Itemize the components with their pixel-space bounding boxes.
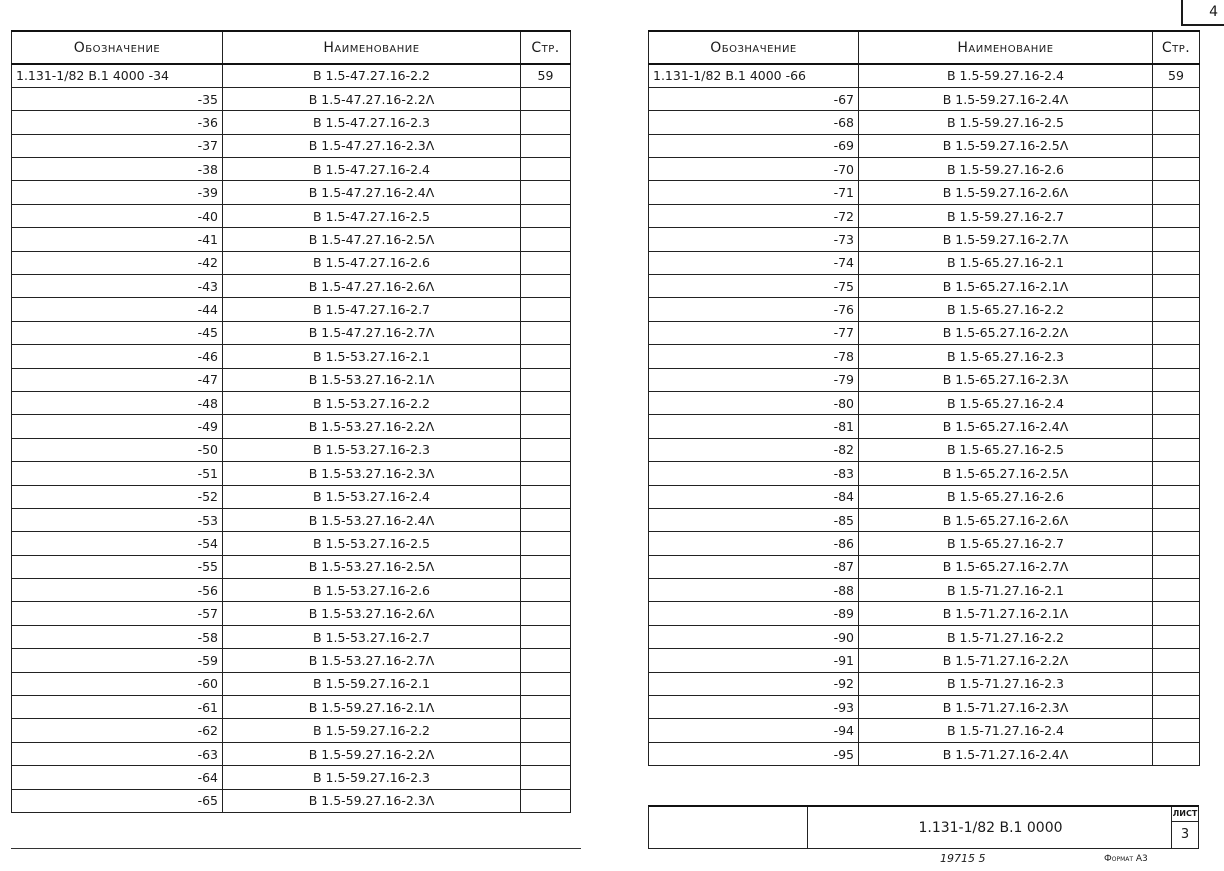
table-row	[649, 345, 1200, 368]
page-cell: 59	[521, 64, 571, 87]
designation-cell: -61	[12, 696, 223, 719]
designation-cell: -80	[649, 391, 859, 414]
designation-cell: -94	[649, 719, 859, 742]
table-row	[649, 298, 1200, 321]
page-cell	[1153, 158, 1200, 181]
table-row	[649, 696, 1200, 719]
designation-cell: -71	[649, 181, 859, 204]
table-row	[649, 275, 1200, 298]
designation-cell: -65	[12, 789, 223, 812]
table-row	[12, 134, 571, 157]
designation-cell: -52	[12, 485, 223, 508]
name-cell: В 1.5-53.27.16-2.3Λ	[223, 462, 521, 485]
page-cell	[521, 275, 571, 298]
table-row	[649, 321, 1200, 344]
name-cell: В 1.5-71.27.16-2.1	[859, 579, 1153, 602]
page-cell	[1153, 181, 1200, 204]
designation-cell: -53	[12, 508, 223, 531]
name-cell: В 1.5-59.27.16-2.3	[223, 766, 521, 789]
designation-cell: -64	[12, 766, 223, 789]
name-cell: В 1.5-65.27.16-2.1	[859, 251, 1153, 274]
designation-cell: -39	[12, 181, 223, 204]
footer-format: Формат А3	[1104, 854, 1148, 864]
page-cell	[521, 742, 571, 765]
designation-cell: -56	[12, 579, 223, 602]
page-cell	[521, 766, 571, 789]
name-cell: В 1.5-71.27.16-2.2	[859, 625, 1153, 648]
page-cell	[521, 298, 571, 321]
designation-cell: -62	[12, 719, 223, 742]
name-cell: В 1.5-65.27.16-2.3Λ	[859, 368, 1153, 391]
page-cell	[521, 555, 571, 578]
table-row	[649, 508, 1200, 531]
left-spec-table	[11, 30, 571, 813]
designation-cell: -46	[12, 345, 223, 368]
page-cell	[1153, 368, 1200, 391]
corner-page-number: 4	[1181, 0, 1224, 26]
page-cell	[521, 438, 571, 461]
page-cell	[1153, 602, 1200, 625]
document-code: 1.131-1/82 В.1 0000	[807, 807, 1173, 849]
name-cell: В 1.5-47.27.16-2.7	[223, 298, 521, 321]
sheet-box	[1171, 807, 1198, 849]
table-row	[649, 649, 1200, 672]
name-cell: В 1.5-53.27.16-2.3	[223, 438, 521, 461]
designation-cell: -90	[649, 625, 859, 648]
name-cell: В 1.5-59.27.16-2.2	[223, 719, 521, 742]
page-cell	[521, 204, 571, 227]
name-cell: В 1.5-59.27.16-2.1Λ	[223, 696, 521, 719]
table-row	[12, 111, 571, 134]
header-page: Стр.	[521, 31, 571, 64]
name-cell: В 1.5-47.27.16-2.3Λ	[223, 134, 521, 157]
name-cell: В 1.5-53.27.16-2.7	[223, 625, 521, 648]
table-row	[12, 228, 571, 251]
page-cell	[521, 672, 571, 695]
table-row	[649, 742, 1200, 765]
page-cell	[1153, 391, 1200, 414]
name-cell: В 1.5-47.27.16-2.5Λ	[223, 228, 521, 251]
designation-cell: -51	[12, 462, 223, 485]
table-row	[12, 579, 571, 602]
table-row	[12, 672, 571, 695]
page-cell	[1153, 625, 1200, 648]
name-cell: В 1.5-47.27.16-2.6	[223, 251, 521, 274]
table-row	[649, 111, 1200, 134]
designation-cell: 1.131-1/82 В.1 4000 -34	[12, 64, 223, 87]
designation-cell: -84	[649, 485, 859, 508]
name-cell: В 1.5-71.27.16-2.3Λ	[859, 696, 1153, 719]
name-cell: В 1.5-47.27.16-2.5	[223, 204, 521, 227]
designation-cell: -35	[12, 87, 223, 110]
page-cell	[521, 345, 571, 368]
designation-cell: -44	[12, 298, 223, 321]
page-cell	[1153, 321, 1200, 344]
page-cell	[521, 368, 571, 391]
name-cell: В 1.5-59.27.16-2.4	[859, 64, 1153, 87]
name-cell: В 1.5-59.27.16-2.4Λ	[859, 87, 1153, 110]
table-row	[12, 415, 571, 438]
header-designation: Обозначение	[649, 31, 859, 64]
page-cell: 59	[1153, 64, 1200, 87]
table-row	[12, 321, 571, 344]
table-row	[649, 158, 1200, 181]
table-row	[12, 696, 571, 719]
table-row	[649, 579, 1200, 602]
designation-cell: 1.131-1/82 В.1 4000 -66	[649, 64, 859, 87]
designation-cell: -86	[649, 532, 859, 555]
designation-cell: -45	[12, 321, 223, 344]
page-cell	[521, 321, 571, 344]
table-row	[649, 368, 1200, 391]
page-cell	[1153, 579, 1200, 602]
designation-cell: -38	[12, 158, 223, 181]
page-cell	[1153, 134, 1200, 157]
page-cell	[1153, 742, 1200, 765]
designation-cell: -60	[12, 672, 223, 695]
designation-cell: -78	[649, 345, 859, 368]
title-block-stamp	[648, 805, 1199, 849]
name-cell: В 1.5-47.27.16-2.3	[223, 111, 521, 134]
name-cell: В 1.5-53.27.16-2.6	[223, 579, 521, 602]
table-row	[12, 789, 571, 812]
page-cell	[1153, 719, 1200, 742]
designation-cell: -48	[12, 391, 223, 414]
name-cell: В 1.5-65.27.16-2.4	[859, 391, 1153, 414]
name-cell: В 1.5-65.27.16-2.7Λ	[859, 555, 1153, 578]
designation-cell: -54	[12, 532, 223, 555]
page-cell	[1153, 485, 1200, 508]
page-cell	[1153, 696, 1200, 719]
page-cell	[521, 602, 571, 625]
table-row	[12, 625, 571, 648]
name-cell: В 1.5-53.27.16-2.4	[223, 485, 521, 508]
name-cell: В 1.5-59.27.16-2.1	[223, 672, 521, 695]
table-row	[649, 532, 1200, 555]
designation-cell: -82	[649, 438, 859, 461]
table-row	[649, 485, 1200, 508]
name-cell: В 1.5-59.27.16-2.6Λ	[859, 181, 1153, 204]
designation-cell: -74	[649, 251, 859, 274]
page-cell	[521, 87, 571, 110]
name-cell: В 1.5-65.27.16-2.3	[859, 345, 1153, 368]
name-cell: В 1.5-65.27.16-2.2	[859, 298, 1153, 321]
designation-cell: -85	[649, 508, 859, 531]
table-row	[649, 134, 1200, 157]
page-cell	[521, 696, 571, 719]
name-cell: В 1.5-71.27.16-2.4	[859, 719, 1153, 742]
name-cell: В 1.5-53.27.16-2.1Λ	[223, 368, 521, 391]
table-row	[12, 555, 571, 578]
designation-cell: -47	[12, 368, 223, 391]
name-cell: В 1.5-65.27.16-2.6Λ	[859, 508, 1153, 531]
designation-cell: -59	[12, 649, 223, 672]
page-cell	[1153, 228, 1200, 251]
name-cell: В 1.5-59.27.16-2.6	[859, 158, 1153, 181]
designation-cell: -88	[649, 579, 859, 602]
table-row	[12, 204, 571, 227]
page-cell	[521, 134, 571, 157]
page-cell	[1153, 275, 1200, 298]
table-row	[12, 602, 571, 625]
right-spec-table	[648, 30, 1200, 766]
page-cell	[1153, 415, 1200, 438]
name-cell: В 1.5-47.27.16-2.2Λ	[223, 87, 521, 110]
table-row	[12, 462, 571, 485]
designation-cell: -92	[649, 672, 859, 695]
designation-cell: -76	[649, 298, 859, 321]
designation-cell: -42	[12, 251, 223, 274]
page-cell	[1153, 462, 1200, 485]
designation-cell: -87	[649, 555, 859, 578]
name-cell: В 1.5-65.27.16-2.5	[859, 438, 1153, 461]
page-cell	[1153, 438, 1200, 461]
table-row	[12, 719, 571, 742]
table-row	[649, 181, 1200, 204]
table-row	[649, 625, 1200, 648]
name-cell: В 1.5-59.27.16-2.5	[859, 111, 1153, 134]
table-row	[12, 438, 571, 461]
name-cell: В 1.5-59.27.16-2.2Λ	[223, 742, 521, 765]
name-cell: В 1.5-65.27.16-2.1Λ	[859, 275, 1153, 298]
header-name: Наименование	[859, 31, 1153, 64]
page-cell	[521, 111, 571, 134]
page-cell	[521, 228, 571, 251]
page-cell	[1153, 672, 1200, 695]
page-cell	[521, 181, 571, 204]
page-cell	[1153, 111, 1200, 134]
table-row	[649, 204, 1200, 227]
designation-cell: -67	[649, 87, 859, 110]
table-row	[12, 368, 571, 391]
sheet-label: ЛИСТ	[1172, 807, 1198, 822]
page-cell	[521, 649, 571, 672]
page-cell	[521, 789, 571, 812]
page-cell	[521, 625, 571, 648]
name-cell: В 1.5-71.27.16-2.2Λ	[859, 649, 1153, 672]
name-cell: В 1.5-53.27.16-2.7Λ	[223, 649, 521, 672]
name-cell: В 1.5-47.27.16-2.2	[223, 64, 521, 87]
designation-cell: -68	[649, 111, 859, 134]
designation-cell: -95	[649, 742, 859, 765]
table-row	[649, 462, 1200, 485]
table-row	[649, 672, 1200, 695]
page-cell	[1153, 204, 1200, 227]
page-cell	[1153, 555, 1200, 578]
page-cell	[521, 532, 571, 555]
designation-cell: -55	[12, 555, 223, 578]
table-row	[12, 742, 571, 765]
page-cell	[521, 158, 571, 181]
designation-cell: -41	[12, 228, 223, 251]
name-cell: В 1.5-47.27.16-2.4Λ	[223, 181, 521, 204]
designation-cell: -70	[649, 158, 859, 181]
header-name: Наименование	[223, 31, 521, 64]
designation-cell: -89	[649, 602, 859, 625]
designation-cell: -93	[649, 696, 859, 719]
page-cell	[1153, 87, 1200, 110]
name-cell: В 1.5-65.27.16-2.6	[859, 485, 1153, 508]
name-cell: В 1.5-59.27.16-2.3Λ	[223, 789, 521, 812]
page-cell	[1153, 345, 1200, 368]
name-cell: В 1.5-47.27.16-2.6Λ	[223, 275, 521, 298]
designation-cell: -49	[12, 415, 223, 438]
designation-cell: -43	[12, 275, 223, 298]
table-row	[649, 602, 1200, 625]
table-row	[12, 649, 571, 672]
table-row	[12, 64, 571, 87]
designation-cell: -37	[12, 134, 223, 157]
page-cell	[1153, 508, 1200, 531]
table-row	[12, 532, 571, 555]
table-row	[12, 158, 571, 181]
table-header-row	[649, 31, 1200, 64]
name-cell: В 1.5-71.27.16-2.4Λ	[859, 742, 1153, 765]
designation-cell: -69	[649, 134, 859, 157]
name-cell: В 1.5-59.27.16-2.7Λ	[859, 228, 1153, 251]
footer-number: 19715 5	[940, 852, 986, 865]
name-cell: В 1.5-59.27.16-2.7	[859, 204, 1153, 227]
page-cell	[521, 251, 571, 274]
table-row	[12, 87, 571, 110]
name-cell: В 1.5-53.27.16-2.4Λ	[223, 508, 521, 531]
page-cell	[1153, 649, 1200, 672]
designation-cell: -72	[649, 204, 859, 227]
page-cell	[521, 485, 571, 508]
page-cell	[1153, 298, 1200, 321]
table-row	[649, 228, 1200, 251]
table-row	[649, 415, 1200, 438]
table-row	[649, 555, 1200, 578]
header-page: Стр.	[1153, 31, 1200, 64]
page-cell	[521, 579, 571, 602]
table-row	[649, 438, 1200, 461]
name-cell: В 1.5-65.27.16-2.4Λ	[859, 415, 1153, 438]
name-cell: В 1.5-65.27.16-2.2Λ	[859, 321, 1153, 344]
name-cell: В 1.5-53.27.16-2.5	[223, 532, 521, 555]
designation-cell: -79	[649, 368, 859, 391]
table-row	[12, 485, 571, 508]
table-row	[649, 87, 1200, 110]
designation-cell: -83	[649, 462, 859, 485]
page-cell	[521, 719, 571, 742]
designation-cell: -75	[649, 275, 859, 298]
designation-cell: -91	[649, 649, 859, 672]
name-cell: В 1.5-53.27.16-2.5Λ	[223, 555, 521, 578]
table-row	[12, 275, 571, 298]
designation-cell: -73	[649, 228, 859, 251]
designation-cell: -63	[12, 742, 223, 765]
header-designation: Обозначение	[12, 31, 223, 64]
designation-cell: -81	[649, 415, 859, 438]
sheet-number: 3	[1180, 827, 1190, 842]
name-cell: В 1.5-47.27.16-2.7Λ	[223, 321, 521, 344]
name-cell: В 1.5-71.27.16-2.3	[859, 672, 1153, 695]
name-cell: В 1.5-53.27.16-2.1	[223, 345, 521, 368]
table-row	[12, 391, 571, 414]
page-cell	[1153, 251, 1200, 274]
page-cell	[521, 462, 571, 485]
table-header-row	[12, 31, 571, 64]
table-row	[649, 251, 1200, 274]
designation-cell: -40	[12, 204, 223, 227]
table-row	[12, 251, 571, 274]
table-row	[649, 64, 1200, 87]
name-cell: В 1.5-65.27.16-2.5Λ	[859, 462, 1153, 485]
designation-cell: -57	[12, 602, 223, 625]
page-cell	[521, 508, 571, 531]
table-row	[12, 298, 571, 321]
name-cell: В 1.5-71.27.16-2.1Λ	[859, 602, 1153, 625]
name-cell: В 1.5-65.27.16-2.7	[859, 532, 1153, 555]
name-cell: В 1.5-53.27.16-2.2	[223, 391, 521, 414]
table-row	[649, 391, 1200, 414]
page-cell	[1153, 532, 1200, 555]
table-row	[12, 508, 571, 531]
designation-cell: -50	[12, 438, 223, 461]
name-cell: В 1.5-59.27.16-2.5Λ	[859, 134, 1153, 157]
designation-cell: -36	[12, 111, 223, 134]
name-cell: В 1.5-53.27.16-2.2Λ	[223, 415, 521, 438]
designation-cell: -77	[649, 321, 859, 344]
bottom-rule	[11, 848, 581, 849]
name-cell: В 1.5-47.27.16-2.4	[223, 158, 521, 181]
table-row	[12, 181, 571, 204]
page-cell	[521, 391, 571, 414]
name-cell: В 1.5-53.27.16-2.6Λ	[223, 602, 521, 625]
designation-cell: -58	[12, 625, 223, 648]
table-row	[12, 345, 571, 368]
page-cell	[521, 415, 571, 438]
table-row	[649, 719, 1200, 742]
table-row	[12, 766, 571, 789]
